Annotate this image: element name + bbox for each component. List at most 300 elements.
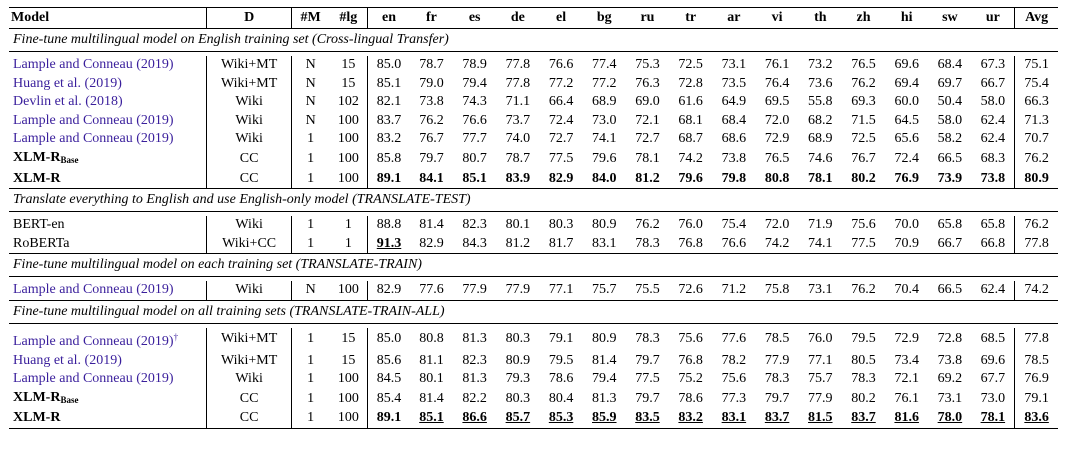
score-value: 77.8 <box>1024 235 1049 251</box>
language-score <box>755 149 798 170</box>
language-score <box>539 149 582 170</box>
score-value: 80.7 <box>462 150 487 166</box>
average-score <box>1015 170 1058 189</box>
language-score <box>453 112 496 131</box>
language-score <box>368 216 410 235</box>
section-title: Fine-tune multilingual model on all training sets (TRANSLATE-TRAIN-ALL) <box>9 300 1058 323</box>
model-name-cell[interactable] <box>9 75 207 94</box>
score-value: 83.7 <box>851 410 876 426</box>
score-value: 79.1 <box>1024 390 1049 406</box>
model-name: Lample and Conneau (2019) <box>13 371 174 387</box>
header-lang: hi <box>885 8 928 29</box>
language-score <box>626 216 669 235</box>
model-count: N <box>305 75 316 91</box>
score-value: 78.1 <box>635 150 660 166</box>
data-source: Wiki+MT <box>207 328 291 352</box>
score-value: 81.4 <box>419 217 444 233</box>
score-value: 76.2 <box>851 282 876 298</box>
language-score <box>368 389 410 410</box>
language-score <box>669 370 712 389</box>
score-value: 76.6 <box>548 57 574 72</box>
score-value: 73.8 <box>980 170 1006 186</box>
language-score <box>539 389 582 410</box>
language-score <box>712 56 755 75</box>
language-score <box>368 281 410 300</box>
language-score <box>496 328 539 352</box>
language-score <box>842 370 885 389</box>
section-title: Translate everything to English and use English-only model (TRANSLATE-TEST) <box>9 189 1058 212</box>
score-value: 72.1 <box>894 371 919 387</box>
language-score <box>928 352 971 371</box>
score-value: 73.8 <box>721 150 747 166</box>
data-source: Wiki <box>207 216 291 235</box>
language-score <box>368 170 410 189</box>
score-value: 74.6 <box>808 150 833 166</box>
language-score <box>453 149 496 170</box>
score-value: 77.9 <box>808 390 833 406</box>
score-value: 79.5 <box>851 331 876 347</box>
language-score <box>583 56 626 75</box>
score-value: 83.7 <box>764 410 790 426</box>
score-value: 76.6 <box>721 235 747 251</box>
language-score <box>583 352 626 371</box>
model-name-cell[interactable] <box>9 93 207 112</box>
model-name-cell[interactable] <box>9 112 207 131</box>
language-score <box>539 235 582 254</box>
language-count: 100 <box>330 170 368 189</box>
language-score <box>842 216 885 235</box>
score-value: 72.8 <box>937 331 963 347</box>
language-score <box>928 149 971 170</box>
score-value: 85.4 <box>376 390 402 406</box>
language-score <box>539 352 582 371</box>
language-score <box>885 56 928 75</box>
score-value: 75.6 <box>851 217 876 233</box>
header-lang: th <box>799 8 842 29</box>
language-score <box>453 93 496 112</box>
score-value: 73.9 <box>937 170 963 186</box>
score-value: 82.9 <box>376 282 402 298</box>
score-value: 62.4 <box>980 112 1006 128</box>
score-value: 85.1 <box>462 170 487 186</box>
score-value: 83.2 <box>376 131 402 147</box>
header-lang: fr <box>410 8 453 29</box>
score-value: 79.0 <box>419 75 444 91</box>
score-value: 83.2 <box>678 410 703 426</box>
model-name-cell[interactable] <box>9 328 207 352</box>
score-value: 85.3 <box>548 410 574 426</box>
score-value: 81.3 <box>592 390 617 406</box>
header-model: Model <box>9 8 207 29</box>
language-score <box>410 149 453 170</box>
score-value: 66.7 <box>937 235 963 251</box>
average-score <box>1015 216 1058 235</box>
language-score <box>669 56 712 75</box>
score-value: 85.9 <box>592 410 617 426</box>
score-value: 85.8 <box>376 150 402 166</box>
language-score <box>410 216 453 235</box>
model-name-cell[interactable] <box>9 56 207 75</box>
score-value: 73.4 <box>894 352 919 368</box>
language-score <box>799 216 842 235</box>
score-value: 77.1 <box>548 282 574 298</box>
score-value: 62.4 <box>980 131 1006 147</box>
language-score <box>885 328 928 352</box>
language-score <box>496 370 539 389</box>
score-value: 76.2 <box>635 217 660 233</box>
language-score <box>799 235 842 254</box>
score-value: 78.2 <box>721 352 747 368</box>
score-value: 81.2 <box>505 235 531 251</box>
score-value: 76.9 <box>1024 371 1049 387</box>
section-title: Fine-tune multilingual model on English training set (Cross-lingual Transfer) <box>9 29 1058 52</box>
average-score <box>1015 93 1058 112</box>
score-value: 89.1 <box>376 170 402 186</box>
language-score <box>539 409 582 428</box>
score-value: 84.1 <box>419 170 444 186</box>
score-value: 81.1 <box>419 352 444 368</box>
model-name: Lample and Conneau (2019) <box>13 57 174 72</box>
score-value: 74.2 <box>764 235 790 251</box>
language-score <box>669 93 712 112</box>
score-value: 66.7 <box>980 75 1006 91</box>
language-score <box>972 409 1015 428</box>
score-value: 65.8 <box>937 217 963 233</box>
score-value: 68.1 <box>678 112 703 128</box>
model-name-cell[interactable] <box>9 352 207 371</box>
score-value: 79.1 <box>548 331 574 347</box>
score-value: 62.4 <box>980 282 1006 298</box>
model-count: 1 <box>307 170 315 186</box>
language-score <box>842 235 885 254</box>
score-value: 82.9 <box>419 235 444 251</box>
score-value: 76.0 <box>678 217 703 233</box>
score-value: 68.3 <box>980 150 1006 166</box>
score-value: 76.6 <box>462 112 487 128</box>
data-source: CC <box>207 149 291 170</box>
score-value: 73.8 <box>937 352 963 368</box>
score-value: 75.4 <box>721 217 747 233</box>
language-score <box>410 93 453 112</box>
data-source: Wiki <box>207 112 291 131</box>
average-score <box>1015 281 1058 300</box>
score-value: 81.5 <box>808 410 833 426</box>
language-score <box>928 93 971 112</box>
score-value: 85.7 <box>505 410 531 426</box>
score-value: 83.1 <box>592 235 617 251</box>
score-value: 88.8 <box>376 217 402 233</box>
score-value: 72.6 <box>678 282 703 298</box>
score-value: 79.4 <box>462 75 487 91</box>
average-score <box>1015 75 1058 94</box>
language-score <box>496 409 539 428</box>
score-value: 72.5 <box>678 57 703 72</box>
language-score <box>755 281 798 300</box>
score-value: 80.8 <box>419 331 444 347</box>
score-value: 76.9 <box>894 170 919 186</box>
score-value: 77.9 <box>462 282 487 298</box>
language-score <box>453 235 496 254</box>
score-value: 76.2 <box>1024 150 1049 166</box>
score-value: 80.5 <box>851 352 876 368</box>
language-count: 15 <box>330 56 368 75</box>
average-score <box>1015 56 1058 75</box>
model-name-cell <box>9 235 207 254</box>
score-value: 77.8 <box>505 75 531 91</box>
table-row <box>9 93 1058 112</box>
language-score <box>669 328 712 352</box>
section-header-row <box>9 300 1058 323</box>
score-value: 64.9 <box>721 94 747 110</box>
language-score <box>410 170 453 189</box>
language-count: 100 <box>330 281 368 300</box>
language-score <box>799 409 842 428</box>
header-lang: en <box>368 8 410 29</box>
score-value: 58.0 <box>980 94 1006 110</box>
language-score <box>626 328 669 352</box>
score-value: 77.5 <box>548 150 574 166</box>
language-score <box>583 281 626 300</box>
score-value: 79.8 <box>721 170 747 186</box>
language-score <box>453 75 496 94</box>
language-score <box>496 281 539 300</box>
model-count: 1 <box>307 352 315 368</box>
score-value: 75.7 <box>808 371 833 387</box>
language-score <box>928 389 971 410</box>
language-score <box>669 149 712 170</box>
table-row <box>9 352 1058 371</box>
score-value: 76.7 <box>851 150 876 166</box>
model-name: Huang et al. (2019) <box>13 352 122 368</box>
language-score <box>885 281 928 300</box>
model-name-cell[interactable] <box>9 370 207 389</box>
language-score <box>928 281 971 300</box>
language-score <box>496 93 539 112</box>
language-score <box>799 328 842 352</box>
language-score <box>842 281 885 300</box>
language-score <box>453 56 496 75</box>
score-value: 71.9 <box>808 217 833 233</box>
header-lang: ur <box>972 8 1015 29</box>
score-value: 80.9 <box>1024 170 1049 186</box>
score-value: 72.0 <box>764 217 790 233</box>
model-name-cell[interactable] <box>9 281 207 300</box>
table-row <box>9 216 1058 235</box>
score-value: 65.8 <box>980 217 1006 233</box>
score-value: 70.4 <box>894 282 919 298</box>
score-value: 91.3 <box>376 235 402 251</box>
score-value: 76.4 <box>764 75 790 91</box>
score-value: 75.7 <box>592 282 617 298</box>
language-score <box>885 216 928 235</box>
data-source: Wiki+CC <box>207 235 291 254</box>
language-score <box>539 281 582 300</box>
language-score <box>669 389 712 410</box>
language-score <box>972 216 1015 235</box>
score-value: 68.2 <box>808 112 833 128</box>
header-lang: es <box>453 8 496 29</box>
language-score <box>539 328 582 352</box>
score-value: 73.0 <box>980 390 1006 406</box>
score-value: 72.5 <box>851 131 876 147</box>
language-count: 100 <box>330 130 368 149</box>
score-value: 71.2 <box>721 282 747 298</box>
language-score <box>885 75 928 94</box>
score-value: 72.8 <box>678 75 703 91</box>
score-value: 75.5 <box>635 282 660 298</box>
language-score <box>885 170 928 189</box>
language-score <box>885 149 928 170</box>
score-value: 69.6 <box>894 57 919 72</box>
model-size-subscript: Base <box>60 394 79 405</box>
score-value: 84.0 <box>592 170 617 186</box>
language-score <box>583 75 626 94</box>
language-score <box>972 56 1015 75</box>
score-value: 82.3 <box>462 352 487 368</box>
score-value: 85.6 <box>376 352 402 368</box>
header-row <box>9 8 1058 29</box>
language-score <box>755 370 798 389</box>
model-name: Devlin et al. (2018) <box>13 94 123 110</box>
average-score <box>1015 389 1058 410</box>
score-value: 77.6 <box>419 282 444 298</box>
language-score <box>842 170 885 189</box>
language-score <box>799 93 842 112</box>
score-value: 68.4 <box>937 57 963 72</box>
score-value: 82.1 <box>376 94 402 110</box>
table-row <box>9 170 1058 189</box>
language-score <box>799 352 842 371</box>
language-score <box>410 352 453 371</box>
header-lang: tr <box>669 8 712 29</box>
language-score <box>539 112 582 131</box>
score-value: 76.7 <box>419 131 444 147</box>
score-value: 65.6 <box>894 131 919 147</box>
score-value: 70.9 <box>894 235 919 251</box>
score-value: 83.6 <box>1024 410 1049 426</box>
language-score <box>669 352 712 371</box>
score-value: 83.1 <box>721 410 747 426</box>
score-value: 80.1 <box>505 217 531 233</box>
score-value: 85.1 <box>419 410 444 426</box>
score-value: 68.5 <box>980 331 1006 347</box>
score-value: 67.7 <box>980 371 1006 387</box>
score-value: 81.4 <box>592 352 617 368</box>
score-value: 66.5 <box>937 282 963 298</box>
language-score <box>928 56 971 75</box>
table-row <box>9 56 1058 75</box>
score-value: 77.3 <box>721 390 747 406</box>
language-score <box>539 130 582 149</box>
table-row <box>9 149 1058 170</box>
score-value: 73.7 <box>505 112 531 128</box>
language-score <box>928 328 971 352</box>
language-score <box>368 370 410 389</box>
table-row <box>9 112 1058 131</box>
model-name-cell[interactable] <box>9 130 207 149</box>
language-score <box>368 149 410 170</box>
header-lang: el <box>539 8 582 29</box>
language-score <box>928 170 971 189</box>
score-value: 82.2 <box>462 390 487 406</box>
score-value: 72.7 <box>548 131 574 147</box>
score-value: 72.7 <box>635 131 660 147</box>
language-score <box>496 112 539 131</box>
model-name: Lample and Conneau (2019) <box>13 131 174 147</box>
score-value: 80.9 <box>592 331 617 347</box>
model-name: XLM-R <box>13 389 61 405</box>
language-score <box>626 352 669 371</box>
header-lang: bg <box>583 8 626 29</box>
language-score <box>842 75 885 94</box>
score-value: 76.1 <box>764 57 790 72</box>
language-score <box>496 75 539 94</box>
language-score <box>453 281 496 300</box>
language-score <box>539 56 582 75</box>
score-value: 72.9 <box>764 131 790 147</box>
language-score <box>368 328 410 352</box>
score-value: 79.7 <box>764 390 790 406</box>
language-count: 15 <box>330 75 368 94</box>
score-value: 70.0 <box>894 217 919 233</box>
language-score <box>669 216 712 235</box>
language-score <box>583 409 626 428</box>
score-value: 77.6 <box>721 331 747 347</box>
language-score <box>928 130 971 149</box>
language-score <box>539 170 582 189</box>
model-name: XLM-R <box>13 149 61 165</box>
score-value: 76.1 <box>894 390 919 406</box>
table-row <box>9 328 1058 352</box>
score-value: 79.7 <box>419 150 444 166</box>
score-value: 76.2 <box>419 112 444 128</box>
average-score <box>1015 370 1058 389</box>
score-value: 72.9 <box>894 331 919 347</box>
language-score <box>928 409 971 428</box>
language-score <box>972 170 1015 189</box>
language-score <box>712 112 755 131</box>
score-value: 81.3 <box>462 331 487 347</box>
language-count: 1 <box>330 216 368 235</box>
score-value: 81.3 <box>462 371 487 387</box>
header-lang: ru <box>626 8 669 29</box>
language-score <box>755 389 798 410</box>
language-score <box>496 352 539 371</box>
score-value: 61.6 <box>678 94 703 110</box>
model-name: Lample and Conneau (2019) <box>13 112 174 128</box>
score-value: 69.2 <box>937 371 963 387</box>
language-score <box>410 370 453 389</box>
language-count: 100 <box>330 389 368 410</box>
language-score <box>368 352 410 371</box>
language-score <box>539 75 582 94</box>
score-value: 80.4 <box>548 390 574 406</box>
language-score <box>799 56 842 75</box>
header-m: #M <box>291 8 329 29</box>
score-value: 74.3 <box>462 94 487 110</box>
model-count: 1 <box>307 217 315 233</box>
score-value: 69.3 <box>851 94 876 110</box>
score-value: 60.0 <box>894 94 919 110</box>
data-source: Wiki+MT <box>207 75 291 94</box>
language-score <box>583 216 626 235</box>
language-score <box>669 235 712 254</box>
score-value: 81.7 <box>548 235 574 251</box>
language-score <box>799 170 842 189</box>
language-score <box>368 56 410 75</box>
score-value: 77.8 <box>1024 331 1049 347</box>
language-count: 100 <box>330 409 368 428</box>
